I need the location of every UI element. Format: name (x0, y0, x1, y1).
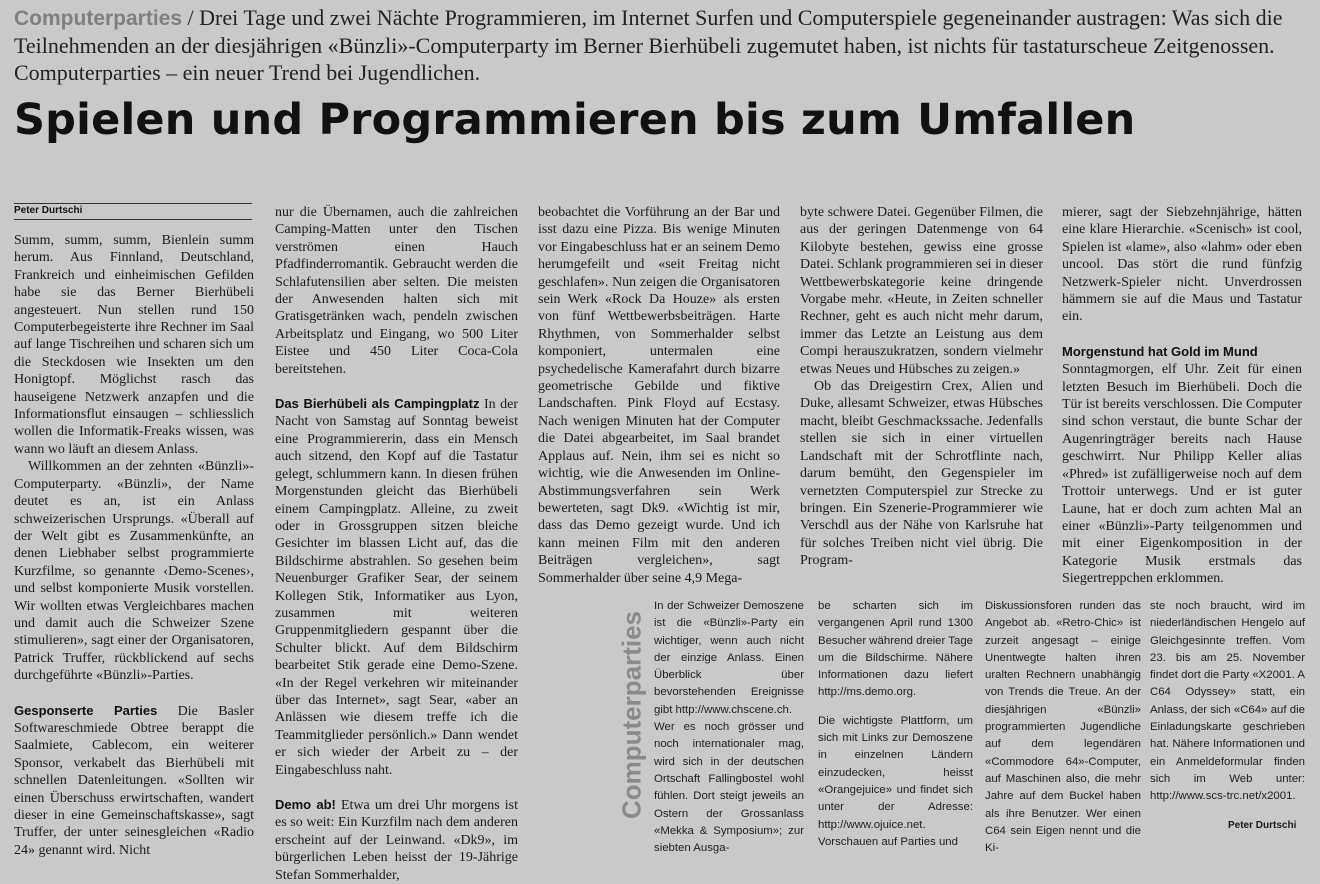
paragraph: be scharten sich im vergangenen April rund 1300 Besucher während dreier Tage um die Bildschirme. Nähere Informationen dazu liefert http://ms.demo.org. (818, 600, 973, 699)
byline-rule-bottom (14, 219, 252, 220)
paragraph (14, 702, 254, 860)
column-3 (538, 204, 780, 587)
subheading: Gesponserte Parties (14, 702, 158, 718)
paragraph: Ob das Dreigestirn Crex, Alien und Duke, allesamt Schweizer, etwas Hübsches macht, bleibt Geschmackssache. Jedenfalls stellen sie sich in einer virtuellen Landschaft mit der Schrotflinte nach, darum bemüht, den Gegenspieler im vernetzten Computerspiel zur Strecke zu bringen. Ein Szenerie-Programmierer wie Verschdl aus der Nähe von Karlsruhe hat für solches Treiben nicht viel übrig. Die Program- (800, 379, 1043, 569)
paragraph: Diskussionsforen runden das Angebot ab. «Retro-Chic» ist zurzeit angesagt – einige Unentwegte halten ihren uralten Rechnern unabhängig von Trends die Treue. An der diesjährigen «Bünzli» programmierten Jugendliche auf dem legendären «Commodore 64»-Computer, auf Maschinen also, die mehr Jahre auf dem Buckel haben als ihre Benutzer. Wer einen C64 sein Eigen nennt und die Ki- (985, 600, 1141, 855)
paragraph: beobachtet die Vorführung an der Bar und isst dazu eine Pizza. Bis wenige Minuten vor Eingabeschluss hat er an seinem Demo herumgefeilt und «seit Freitag nicht geschlafen». Nun zeigen die Organisatoren sein Werk «Rock Da Houze» als ersten von fünf Wettbewerbsbeiträgen. Harte Rhythmen, von Sommerhalder selbst komponiert, untermalen eine psychedelische Kamerafahrt durch bizarre geometrische Gebilde und fiktive Landschaften. Pink Floyd auf Ecstasy. Nach wenigen Minuten hat der Computer die Datei abgearbeitet, im Saal brandet Applaus auf. Nein, ihm sei es nicht so wichtig, wie die Anwesenden im Online-Abstimmungsverfahren sein Werk bewerteten, sagt Dk9. «Wichtig ist mir, dass das Demo gezeigt wurde. Und ich kann meinen Film mit den anderen Beiträgen vergleichen», sagt Sommerhalder über seine 4,9 Mega- (538, 205, 780, 586)
column-4 (800, 204, 1043, 570)
paragraph: Willkommen an der zehnten «Bünzli»-Computerparty. «Bünzli», der Name deutet es an, ist ein Anlass schweizerischen Ursprungs. «Überall auf der Welt gibt es Zusammenkünfte, an denen Liebhaber selbst programmierte Kurzfilme, so genannte ‹Demo-Scenes›, und selbst komponierte Musik vorstellen. Wir wollten etwas Vergleichbares machen und damit auch die Schweizer Szene stimulieren», sagt einer der Organisatoren, Patrick Truffer, rückblickend auf sechs durchgeführte «Bünzli»-Parties. (14, 459, 254, 684)
paragraph: mierer, sagt der Siebzehnjährige, hätten eine klare Hierarchie. «Scenisch» ist cool, Spielen ist «lame», also «lahm» oder eben uncool. Das stört die rund fünfzig Netzwerk-Spieler nicht. Unverdrossen hämmern sie auf die Maus und Tastatur ein. (1062, 205, 1302, 325)
info-box-title-text: Computerparties (616, 610, 647, 820)
subheading: Demo ab! (275, 797, 336, 812)
info-column-4 (1150, 598, 1305, 806)
byline-rule-top (14, 203, 252, 204)
info-column-3 (985, 598, 1141, 857)
paragraph-text: In der Nacht von Samstag auf Sonntag beweist eine Programmiererin, dass ein Mensch auch sitzend, den Kopf auf die Tastatur gelegt, schlummern kann. In diesen frühen Morgenstunden gleicht das Bierhübeli einem Campingplatz. Alleine, zu zweit oder in Grossgruppen sitzen bleiche Gesichter im blassen Licht auf, das die Bildschirme abstrahlen. So gesehen beim Neuenburger Grafiker Sear, der seinem Kollegen Stik, Informatiker aus Lyon, zusammen mit weiteren Gruppenmitgliedern gespannt über die Schulter blickt. Auf dem Bildschirm bearbeitet Stik gerade eine Demo-Szene. «In der Regel verkehren wir miteinander über das Internet», sagt Sear, «aber an Anlässen wie diesem treffe ich die Teammitglieder persönlich.» Dann wendet er sich wieder der Arbeit zu – der Eingabeschluss naht. (275, 397, 519, 778)
info-column-2 (818, 598, 973, 851)
lede-kicker: Computerparties (14, 7, 183, 30)
lede-text: Drei Tage und zwei Nächte Programmieren, im Internet Surfen und Computerspiele gegeneinander austragen: Was sich die Teilnehmenden an der diesjährigen «Bünzli»-Computerparty im Berner Bierhübeli zugemutet haben, ist nichts für tastaturscheue Zeitgenossen. Computerparties – ein neuer Trend bei Jugendlichen. (14, 5, 1283, 85)
paragraph: Die wichtigste Plattform, um sich mit Links zur Demoszene in einzelnen Ländern einzudecken, heisst «Orangejuice» und findet sich unter der Adresse: http://www.ojuice.net. Vorschauen auf Parties und (818, 714, 973, 848)
paragraph-text: Etwa um drei Uhr morgens ist es so weit: Ein Kurzfilm nach dem anderen erscheint auf der Leinwand. «Dk9», im bürgerlichen Leben heisst der 19-Jährige Stefan Sommerhalder, (275, 798, 518, 883)
paragraph: nur die Übernamen, auch die zahlreichen Camping-Matten unter den Tischen verströmen einen Hauch Pfadfinderromantik. Gebraucht werden die Schlafutensilien aber selten. Die meisten der Anwesenden halten sich mit Gratisgetränken wach, pendeln zwischen Arbeitsplatz und Eingang, wo 500 Liter Eistee und 450 Liter Coca-Cola bereitstehen. (275, 205, 518, 377)
article-lede (14, 4, 1304, 86)
paragraph (275, 395, 518, 779)
column-2 (275, 204, 518, 884)
paragraph: Wer es noch grösser und noch internationaler mag, wird sich in der deutschen Ortschaft Fallingbostel wohl fühlen. Dort steigt jeweils an Ostern der Grossanlass «Mekka & Symposium»; zur siebten Ausga- (654, 721, 804, 855)
paragraph: ste noch braucht, wird im niederländischen Hengelo auf Gleichgesinnte treffen. Vom 23. bis am 25. November findet dort die Party «X2001. A C64 Odyssey» statt, ein Anlass, der sich «C64» auf die Einladungskarte geschrieben hat. Nähere Informationen und ein Anmeldeformular finden sich im Web unter: http://www.scs-trc.net/x2001. (1150, 600, 1305, 803)
paragraph (275, 796, 518, 884)
paragraph: In der Schweizer Demoszene ist die «Bünzli»-Party ein wichtiger, wenn auch nicht der einzige Anlass. Einen Überblick über bevorstehenden Ereignisse gibt http://www.chscene.ch. (654, 600, 804, 716)
byline: Peter Durtschi (14, 205, 83, 216)
info-box-signature: Peter Durtschi (1228, 820, 1297, 831)
column-1 (14, 232, 254, 859)
paragraph: byte schwere Datei. Gegenüber Filmen, die aus der geringen Datenmenge von 64 Kilobyte bestehen, gewiss eine grosse Datei. Schlank programmieren sei in dieser Wettbewerbskategorie keine dringende Vorgabe mehr. «Heute, in Zeiten schneller Rechner, geht es auch nicht mehr darum, immer das Letzte an Leistung aus dem Compi herauszukratzen, sondern vielmehr etwas Neues und Hübsches zu zeigen.» (800, 205, 1043, 377)
paragraph-text: Die Basler Softwareschmiede Obtree berappt die Saalmiete, Cablecom, ein weiterer Sponsor, verkabelt das Bierhübeli mit schnellen Datenleitungen. «Sollten wir einen Überschuss erwirtschaften, wandert dieser in eine Gemeinschaftskasse», sagt Truffer, der unter seinesgleichen «Radio 24» genannt wird. Nicht (14, 703, 255, 858)
subheading: Das Bierhübeli als Campingplatz (275, 396, 480, 412)
info-box-title (612, 600, 652, 830)
paragraph: Summ, summ, summ, Bienlein summ herum. Aus Finnland, Deutschland, Frankreich und einheimischen Gefilden habe sie das Berner Bierhübeli angesteuert. Nun stellen rund 150 Computerbegeisterte ihre Rechner im Saal auf lange Tischreihen und scharen sich um die Steckdosen wie Insekten um den Honigtopf. Möglichst rasch das hauseigene Netzwerk anzapfen und die Informationsflut einsaugen – schliesslich wollen die Informatik-Freaks wissen, was wann wo läuft an diesem Anlass. (14, 233, 254, 457)
column-5 (1062, 204, 1302, 588)
headline: Spielen und Programmieren bis zum Umfallen (14, 95, 1136, 145)
paragraph: Sonntagmorgen, elf Uhr. Zeit für einen letzten Besuch im Bierhübeli. Doch die Tür ist bereits verschlossen. Die Computer sind schon verstaut, die bunte Schar der Augenringträger bereits nach Hause geschwirrt. Nur Philipp Keller alias «Phred» ist zufälligerweise noch auf dem Trottoir unterwegs. Und er ist guter Laune, hat er doch zum achten Mal an einer «Bünzli»-Party teilgenommen und mit einer Eigenkomposition in der Kategorie Musik erstmals das Siegertreppchen erklommen. (1062, 362, 1302, 587)
subheading-text: Morgenstund hat Gold im Mund (1062, 343, 1258, 359)
info-column-1 (654, 598, 804, 857)
lede-separator: / (182, 5, 200, 30)
subheading (1062, 343, 1302, 361)
